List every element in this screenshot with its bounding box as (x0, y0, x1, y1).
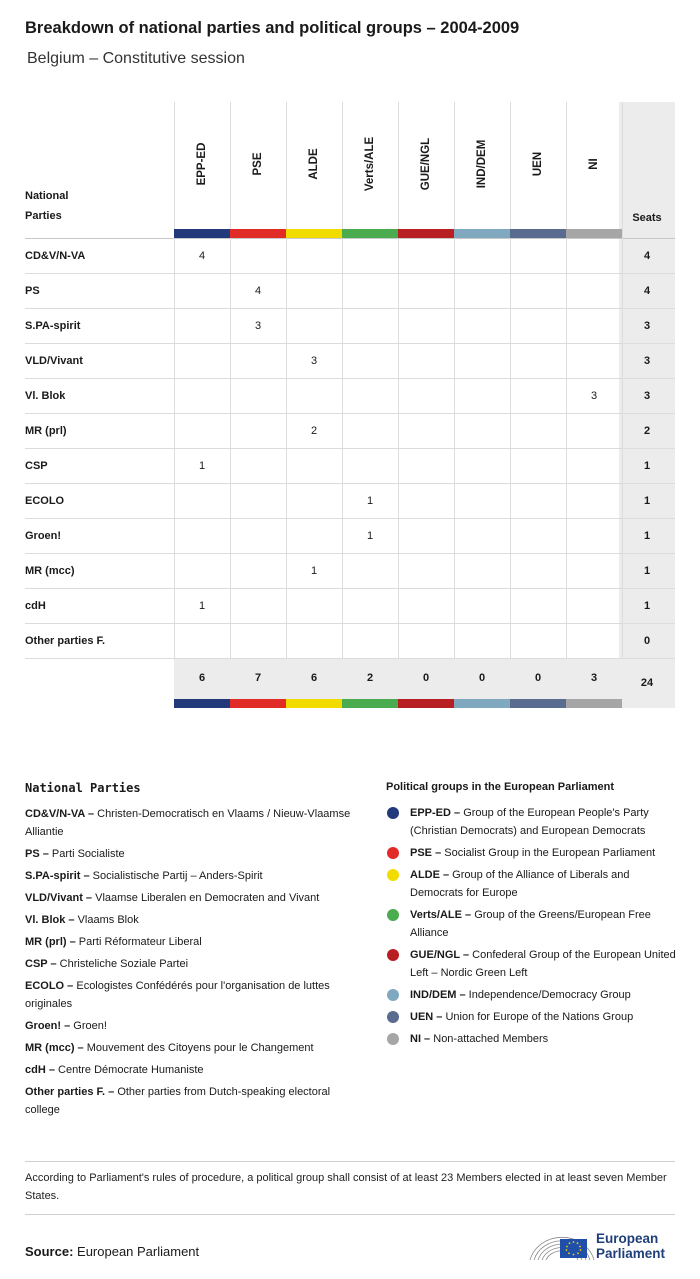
seat-cell: 3 (254, 320, 262, 332)
table-row (25, 519, 675, 554)
party-legend-abbr: S.PA-spirit – (25, 870, 90, 882)
group-color-dot-icon (387, 869, 399, 881)
party-legend-text: Groen! (70, 1020, 107, 1032)
seat-cell: 3 (590, 390, 598, 402)
group-legend-text: Socialist Group in the European Parliament (441, 847, 656, 859)
group-legend-item (386, 1030, 678, 1048)
table-row (25, 309, 675, 344)
group-color-bar (286, 229, 342, 238)
group-color-dot-icon (387, 1033, 399, 1045)
group-legend-text: Group of the Alliance of Liberals and Democrats for Europe (410, 869, 630, 899)
political-groups-legend-heading: Political groups in the European Parliament (386, 781, 614, 793)
source-line (25, 1244, 199, 1259)
table-row (25, 414, 675, 449)
party-legend-item (25, 867, 365, 885)
seat-cell: 1 (366, 530, 374, 542)
party-legend-abbr: cdH – (25, 1064, 55, 1076)
group-color-bar (566, 699, 622, 708)
party-legend-text: Other parties from Dutch-speaking electoral college (25, 1086, 331, 1116)
total-seats: 24 (640, 677, 654, 689)
party-legend-text: Mouvement des Citoyens pour le Changement (83, 1042, 314, 1054)
source-label: Source: (25, 1244, 74, 1259)
national-parties-legend (25, 781, 365, 1123)
group-color-bar (342, 699, 398, 708)
group-color-bar (230, 699, 286, 708)
group-total: 3 (590, 672, 598, 684)
group-column-header (398, 102, 454, 238)
seat-cell: 1 (366, 495, 374, 507)
group-column-label: EPP-ED (196, 142, 208, 186)
group-legend-abbr: UEN – (410, 1011, 443, 1023)
group-color-bar (510, 229, 566, 238)
group-legend-item (386, 844, 678, 862)
group-total: 2 (366, 672, 374, 684)
party-legend-text: Vlaams Blok (74, 914, 139, 926)
party-legend-abbr: MR (prl) – (25, 936, 76, 948)
group-color-dot-icon (387, 909, 399, 921)
group-color-bar (454, 229, 510, 238)
party-seats: 2 (643, 425, 651, 437)
party-legend-abbr: Vl. Blok – (25, 914, 75, 926)
group-color-bar (174, 699, 230, 708)
group-column-header (342, 102, 398, 238)
page-title: Breakdown of national parties and political groups – 2004-2009 (25, 19, 520, 37)
party-legend-item (25, 977, 365, 1013)
party-seats: 1 (643, 460, 651, 472)
table-row (25, 484, 675, 519)
group-column-label: IND/DEM (476, 139, 488, 189)
party-legend-text: Vlaamse Liberalen en Democraten and Vivant (92, 892, 320, 904)
party-legend-item (25, 1061, 365, 1079)
group-total: 0 (534, 672, 542, 684)
party-seats: 4 (643, 250, 651, 262)
group-legend-text: Independence/Democracy Group (465, 989, 631, 1001)
rules-note: According to Parliament's rules of procedure, a political group shall consist of at least 23 Members elected in at least seven Member States. (25, 1172, 667, 1202)
table-row (25, 274, 675, 309)
group-color-dot-icon (387, 949, 399, 961)
group-color-bar (342, 229, 398, 238)
seat-cell: 4 (198, 250, 206, 262)
party-legend-abbr: ECOLO – (25, 980, 74, 992)
party-seats: 3 (643, 320, 651, 332)
party-legend-item (25, 911, 365, 929)
party-legend-abbr: VLD/Vivant – (25, 892, 93, 904)
national-parties-legend-heading: National Parties (25, 781, 141, 795)
table-row (25, 239, 675, 274)
party-legend-text: Ecologistes Confédérés pour l'organisation de luttes originales (25, 980, 330, 1010)
party-name: CSP (25, 460, 48, 472)
party-name: VLD/Vivant (25, 355, 83, 367)
party-seats: 0 (643, 635, 651, 647)
group-total: 0 (478, 672, 486, 684)
party-legend-text: Centre Démocrate Humaniste (54, 1064, 204, 1076)
party-seats: 3 (643, 355, 651, 367)
party-legend-text: Christen-Democratisch en Vlaams / Nieuw-Vlaamse Alliantie (25, 808, 351, 838)
party-seats: 1 (643, 600, 651, 612)
party-name: S.PA-spirit (25, 320, 81, 332)
group-color-bar (230, 229, 286, 238)
party-name: MR (prl) (25, 425, 67, 437)
group-column-label: GUE/NGL (420, 137, 432, 191)
group-column-header (510, 102, 566, 238)
party-seats: 3 (643, 390, 651, 402)
group-column-label: ALDE (308, 148, 320, 180)
group-column-label: NI (588, 158, 600, 170)
group-column-label: PSE (252, 152, 264, 176)
seat-cell: 1 (310, 565, 318, 577)
party-name: PS (25, 285, 40, 297)
group-legend-abbr: EPP-ED – (410, 807, 461, 819)
seat-cell: 3 (310, 355, 318, 367)
party-legend-text: Parti Socialiste (48, 848, 125, 860)
group-column-header (174, 102, 230, 238)
table-row (25, 554, 675, 589)
group-legend-item (386, 906, 678, 942)
table-row (25, 449, 675, 484)
party-legend-item (25, 845, 365, 863)
party-legend-text: Parti Réformateur Liberal (75, 936, 202, 948)
party-legend-text: Socialistische Partij – Anders-Spirit (89, 870, 263, 882)
party-legend-abbr: CD&V/N-VA – (25, 808, 95, 820)
group-column-header (230, 102, 286, 238)
group-legend-abbr: Verts/ALE – (410, 909, 472, 921)
group-legend-abbr: GUE/NGL – (410, 949, 470, 961)
group-legend-item (386, 866, 678, 902)
group-color-dot-icon (387, 847, 399, 859)
group-legend-text: Group of the European People's Party (Christian Democrats) and European Democrats (410, 807, 649, 837)
source-value: European Parliament (73, 1244, 200, 1259)
seat-cell: 1 (198, 600, 206, 612)
table-row (25, 624, 675, 659)
group-total: 6 (310, 672, 318, 684)
party-legend-abbr: MR (mcc) – (25, 1042, 84, 1054)
divider (25, 1161, 675, 1162)
national-parties-header: National Parties (25, 190, 69, 222)
group-total: 0 (422, 672, 430, 684)
party-legend-abbr: PS – (25, 848, 49, 860)
group-color-dot-icon (387, 807, 399, 819)
party-name: CD&V/N-VA (25, 250, 86, 262)
group-legend-abbr: IND/DEM – (410, 989, 466, 1001)
table-row (25, 344, 675, 379)
party-legend-text: Christeliche Soziale Partei (56, 958, 189, 970)
party-legend-item (25, 889, 365, 907)
group-legend-item (386, 946, 678, 982)
party-name: cdH (25, 600, 46, 612)
group-column-label: Verts/ALE (364, 136, 376, 192)
group-legend-text: Union for Europe of the Nations Group (442, 1011, 634, 1023)
group-color-dot-icon (387, 989, 399, 1001)
group-color-bar (454, 699, 510, 708)
party-name: ECOLO (25, 495, 65, 507)
group-legend-item (386, 804, 678, 840)
group-total: 6 (198, 672, 206, 684)
party-seats: 1 (643, 495, 651, 507)
group-color-bar (510, 699, 566, 708)
group-legend-item (386, 1008, 678, 1026)
party-legend-item (25, 933, 365, 951)
party-legend-item (25, 1083, 365, 1119)
group-legend-item (386, 986, 678, 1004)
party-seats: 1 (643, 565, 651, 577)
party-legend-abbr: Groen! – (25, 1020, 71, 1032)
seats-header: Seats (632, 212, 662, 224)
party-name: MR (mcc) (25, 565, 75, 577)
party-legend-item (25, 1017, 365, 1035)
party-seats: 1 (643, 530, 651, 542)
group-legend-text: Group of the Greens/European Free Alliance (410, 909, 651, 939)
group-legend-text: Confederal Group of the European United Left – Nordic Green Left (410, 949, 676, 979)
group-color-bar (566, 229, 622, 238)
party-name: Groen! (25, 530, 62, 542)
party-name: Vl. Blok (25, 390, 66, 402)
group-color-bar (398, 699, 454, 708)
divider (25, 1214, 675, 1215)
table-row (25, 379, 675, 414)
party-legend-item (25, 805, 365, 841)
party-legend-abbr: Other parties F. – (25, 1086, 115, 1098)
party-name: Other parties F. (25, 635, 106, 647)
group-legend-abbr: PSE – (410, 847, 442, 859)
group-column-label: UEN (532, 151, 544, 177)
seat-cell: 2 (310, 425, 318, 437)
party-legend-item (25, 955, 365, 973)
logo-wordmark: European Parliament (596, 1231, 666, 1261)
group-column-header (454, 102, 510, 238)
group-total: 7 (254, 672, 262, 684)
party-seats: 4 (643, 285, 651, 297)
group-color-bar (174, 229, 230, 238)
group-legend-text: Non-attached Members (430, 1033, 549, 1045)
group-column-header (566, 102, 622, 238)
group-legend-abbr: NI – (410, 1033, 431, 1045)
group-legend-abbr: ALDE – (410, 869, 450, 881)
table-row (25, 589, 675, 624)
group-color-bar (286, 699, 342, 708)
group-color-bar (398, 229, 454, 238)
party-legend-abbr: CSP – (25, 958, 57, 970)
page-subtitle: Belgium – Constitutive session (27, 50, 245, 67)
political-groups-legend (386, 781, 678, 1052)
group-column-header (286, 102, 342, 238)
seat-cell: 4 (254, 285, 262, 297)
seat-cell: 1 (198, 460, 206, 472)
group-color-dot-icon (387, 1011, 399, 1023)
party-legend-item (25, 1039, 365, 1057)
